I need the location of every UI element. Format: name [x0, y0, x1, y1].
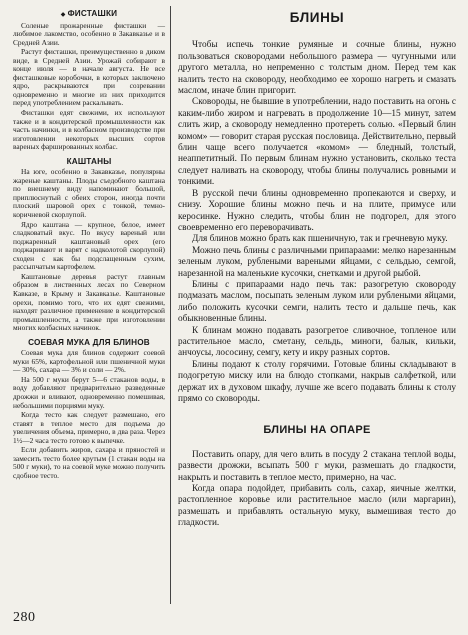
- paragraph: Чтобы испечь тонкие румяные и сочные блины, нужно пользоваться сковородами небольшого размера — чугунными или другого металла, но непременно с толстым дном. Перед тем как налить тесто на сковороду, необходимо ее хорошо нагреть и смазать маслом, иначе блин пригорит.: [178, 40, 456, 97]
- paragraph: Если добавить жиров, сахара и пряностей и замесить тесто более крутым (1 стакан воды на 500 г муки), то на соевой муке можно получить сдобное тесто.: [13, 445, 165, 480]
- paragraph: Когда опара подойдет, прибавить соль, сахар, яичные желтки, растопленное коровье или растительное масло (или маргарин), размешать и прибавлять остальную муку, вымешивая тесто до гладкости.: [178, 484, 456, 529]
- page-number: 280: [13, 610, 36, 625]
- paragraph: Для блинов можно брать как пшеничную, так и гречневую муку.: [192, 234, 448, 245]
- paragraph: Соленые прожаренные фисташки — любимое лакомство, особенно в Закавказье и в Средней Азии.: [13, 20, 165, 47]
- paragraph: Соевая мука для блинов содержит соевой муки 65%, картофельной или пшеничной муки — 30%, сахара — 3% и соли — 2%.: [13, 348, 165, 375]
- paragraph: На юге, особенно в Закавказье, популярны жареные каштаны. Плоды съедобного каштана по внешнему виду напоминают большой, приплюснутый с обеих сторон, иногда почти плоский шаровой орех с тонкой, темно-коричневой скорлупой.: [13, 167, 165, 220]
- paragraph: Когда тесто как следует размешано, его ставят в теплое место для подъема до увеличения объема, примерно, в два раза. Через 1½—2 часа тесто готово к выпечке.: [13, 410, 165, 445]
- right-column: [178, 12, 456, 530]
- section-pistachios: [13, 10, 165, 152]
- paragraph: Блины с припараами надо печь так: разогретую сковороду подмазать маслом, посыпать зеленым луком или рублеными яйцами, либо положить кусочки семги, налить тесто и дальше печь, как обыкновенные блины.: [178, 279, 456, 325]
- section-heading: ◆ ФИСТАШКИ: [60, 9, 118, 18]
- paragraph: Ядро каштана — крупное, белое, имеет сладковатый вкус. По вкусу вареный или поджаренный каштановый орех (его поджаривают и варят с надколотой скорлупой) сходен с как бы подслащенным сухим, рассыпчатым картофелем.: [13, 219, 165, 272]
- paragraph: Фисташки едят свежими, их используют также и в кондитерской промышленности как часть начинки, и в колбасном производстве при изготовлении некоторых высших сортов вареных фаршированных колбас.: [13, 108, 165, 152]
- paragraph: Можно печь блины с различными припараами: мелко нарезанным зеленым луком, рублеными вареными яйцами, с сельдью, семгой, нарезанной на маленькие кусочки, снетками и другой рыбой.: [178, 245, 456, 279]
- paragraph: В русской печи блины одновременно пропекаются и сверху, и снизу. Хорошие блины можно печь и на плите, примусе или керосинке. Нужно следить, чтобы блин не подгорел, для этого своевременно его переворачивать.: [178, 188, 456, 233]
- paragraph: К блинам можно подавать разогретое сливочное, топленое или растительное масло, сметану, сельдь, миноги, балык, кильки, анчоусы, лососину, семгу, кету и икру разных сортов.: [178, 325, 456, 359]
- section-soy-flour: [13, 339, 165, 481]
- section-chestnuts: [13, 158, 165, 333]
- paragraph: Каштановые деревья растут главным образом в лиственных лесах по Северном Кавказе, в Крыму и Закавказье. Каштановые орехи, помимо того, что их едят свежими, находят различное применение в кондитерской промышленности, а также при изготовлении многих колбасных начинок.: [13, 271, 165, 333]
- paragraph: Растут фисташки, преимущественно в диком виде, в Средней Азии. Урожай собирают в конце июля — в начале августа. Не все фисташковые коробочки, в которых заключено ядро, раскрываются при созревании одновременно и многие из них приходится перед употреблением раскалывать.: [13, 47, 165, 108]
- column-divider: [170, 6, 171, 604]
- paragraph: Сковороды, не бывшие в употреблении, надо поставить на огонь с каким-либо жиром и нагревать в продолжение 10—15 минут, затем слить жир, а сковороду немедленно протереть солью. «Первый блин комом» — говорит старая русская пословица. Действительно, первый блин чаще всего получается «комом» — бледный, толстый, неаппетитный. По первым блинам нужно установить, сколько теста следует наливать на сковороду, чтобы блины получались ровными и тонкими.: [178, 97, 456, 188]
- page-title: БЛИНЫ: [289, 10, 345, 25]
- section-heading: КАШТАНЫ: [66, 156, 112, 166]
- section-heading: СОЕВАЯ МУКА ДЛЯ БЛИНОВ: [28, 337, 150, 347]
- paragraph: На 500 г муки берут 5—6 стаканов воды, в воду добавляют предварительно разведенные дрожжи и вливают, одновременно помешивая, небольшими порциями муку.: [13, 374, 165, 410]
- paragraph: Блины подают к столу горячими. Готовые блины складывают в подогретую миску или на блюдо стопками, накрыв салфеткой, или держат их в духовом шкафу, лучше же всего подавать блины к столу прямо со сковороды.: [178, 359, 456, 404]
- paragraph: Поставить опару, для чего влить в посуду 2 стакана теплой воды, развести дрожжи, всыпать 500 г муки, размешать до гладкости, накрыть и поставить в теплое место, примерно, на час.: [178, 449, 456, 483]
- subsection-heading: БЛИНЫ НА ОПАРЕ: [263, 424, 371, 437]
- left-column: [13, 10, 165, 486]
- diamond-icon: ◆: [60, 12, 66, 18]
